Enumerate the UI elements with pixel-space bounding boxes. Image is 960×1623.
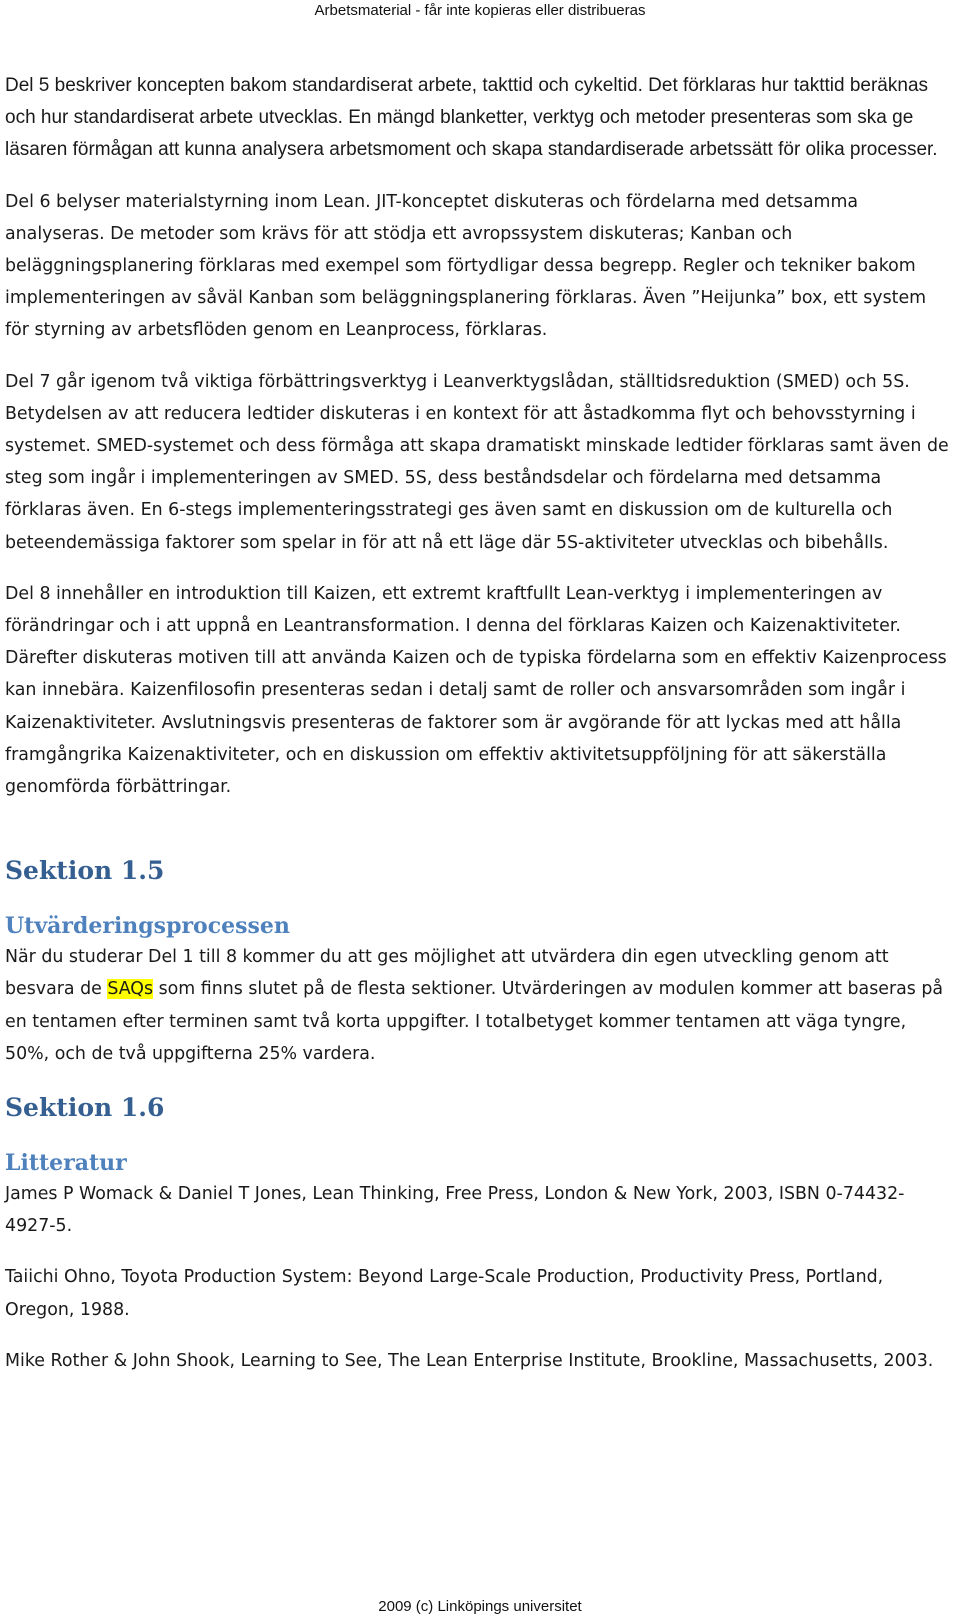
reference-item: James P Womack & Daniel T Jones, Lean Thinking, Free Press, London & New York, 2003, ISBN 0-74432-4927-5. — [5, 1184, 905, 1237]
section-1-5-heading: Sektion 1.5 — [5, 856, 165, 886]
reference-item: Mike Rother & John Shook, Learning to See, The Lean Enterprise Institute, Brookline, Massachusetts, 2003. — [5, 1350, 934, 1371]
section-1-5-subheading: Utvärderingsprocessen — [5, 913, 290, 940]
paragraph-evaluation — [5, 941, 950, 1070]
paragraph-del7: Del 7 går igenom två viktiga förbättringsverktyg i Leanverktygslådan, ställtidsreduktion (SMED) och 5S. Betydelsen av att reducera ledtider diskuteras i en kontext för att åstadkomma flyt och behovsstyrning i systemet. SMED-systemet och dess förmåga att skapa dramatiskt minskade ledtider förklaras samt även de steg som ingår i implementeringen av SMED. 5S, dess beståndsdelar och fördelarna med detsamma förklaras även. En 6-stegs implementeringsstrategi ges även samt en diskussion om de kulturella och beteendemässiga faktorer som spelar in för att nå ett läge där 5S-aktiviteter utvecklas och bibehålls. — [5, 371, 949, 553]
reference-item: Taiichi Ohno, Toyota Production System: Beyond Large-Scale Production, Productivity Press, Portland, Oregon, 1988. — [5, 1267, 884, 1320]
section-1-6-heading: Sektion 1.6 — [5, 1093, 165, 1123]
paragraph-del8: Del 8 innehåller en introduktion till Kaizen, ett extremt kraftfullt Lean-verktyg i implementeringen av förändringar och i att uppnå en Leantransformation. I denna del förklaras Kaizen och Kaizenaktiviteter. Därefter diskuteras motiven till att använda Kaizen och de typiska fördelarna som en effektiv Kaizenprocess kan innebära. Kaizenfilosofin presenteras sedan i detalj samt de roller och ansvarsområden som ingår i Kaizenaktiviteter. Avslutningsvis presenteras de faktorer som är avgörande för att lyckas med att hålla framgångrika Kaizenaktiviteter, och en diskussion om effektiv aktivitetsuppföljning för att säkerställa genomförda förbättringar. — [5, 583, 947, 798]
highlighted-saqs: SAQs — [107, 979, 154, 1000]
evaluation-text-start: När du studerar Del 1 till 8 kommer du att ges möjlighet att utvärdera din egen utveckling genom att besvara de — [5, 947, 889, 1000]
section-1-6-subheading: Litteratur — [5, 1150, 127, 1177]
document-body — [5, 70, 950, 1396]
paragraph-del5: Del 5 beskriver koncepten bakom standardiserat arbete, takttid och cykeltid. Det förklaras hur takttid beräknas och hur standardiserat arbete utvecklas. En mängd blanketter, verktyg och metoder presenteras som ska ge läsaren förmågan att kunna analysera arbetsmoment och skapa standardiserade arbetssätt för olika processer. — [5, 75, 938, 161]
page-footer: 2009 (c) Linköpings universitet — [378, 1598, 582, 1615]
evaluation-text-end: som finns slutet på de flesta sektioner. Utvärderingen av modulen kommer att baseras på en tentamen efter terminen samt två korta uppgifter. I totalbetyget kommer tentamen att väga tyngre, 50%, och de två uppgifterna 25% vardera. — [5, 979, 944, 1064]
paragraph-del6: Del 6 belyser materialstyrning inom Lean. JIT-konceptet diskuteras och fördelarna med detsamma analyseras. De metoder som krävs för att stödja ett avropssystem diskuteras; Kanban och beläggningsplanering förklaras med exempel som förtydligar dessa begrepp. Regler och tekniker bakom implementeringen av såväl Kanban som beläggningsplanering förklaras. Även ”Heijunka” box, ett system för styrning av arbetsflöden genom en Leanprocess, förklaras. — [5, 191, 927, 341]
page-header: Arbetsmaterial - får inte kopieras eller distribueras — [314, 2, 646, 19]
